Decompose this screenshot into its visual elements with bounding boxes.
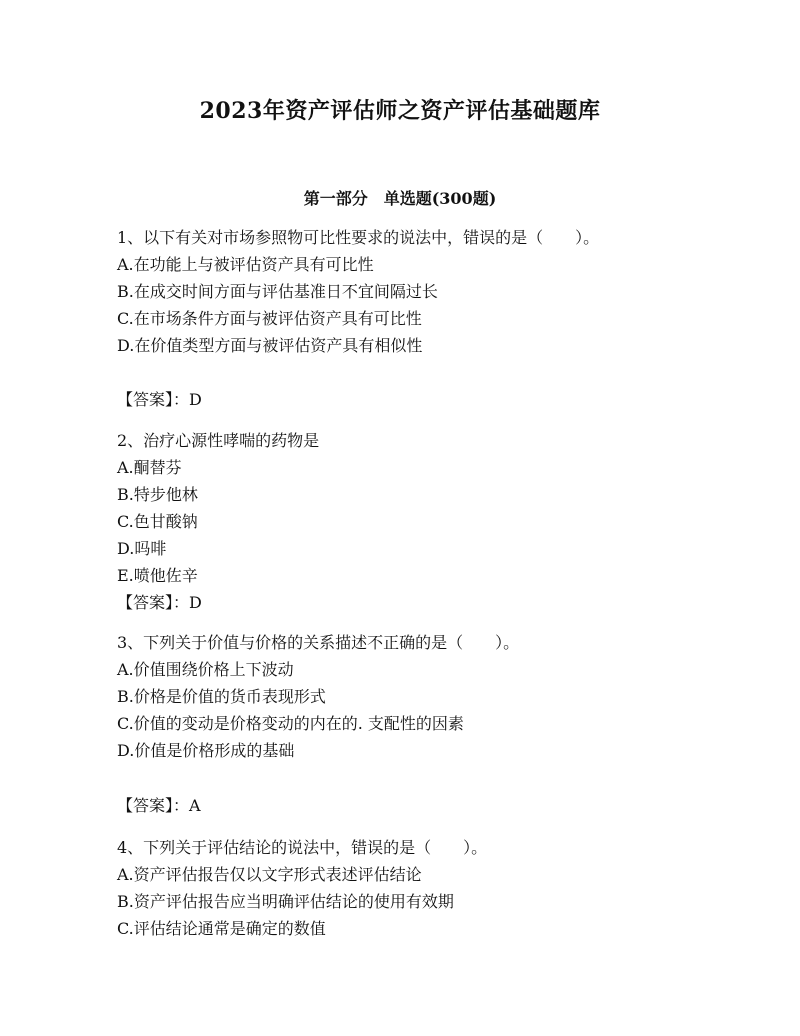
question-2-stem: 2、治疗心源性哮喘的药物是	[117, 431, 320, 450]
question-2-option-a: A.酮替芬	[117, 458, 182, 477]
question-4-option-c: C.评估结论通常是确定的数值	[117, 919, 326, 938]
document-title: 2023年资产评估师之资产评估基础题库	[199, 98, 601, 124]
question-1-option-c: C.在市场条件方面与被评估资产具有可比性	[117, 309, 422, 328]
question-2-option-e: E.喷他佐辛	[117, 566, 198, 585]
question-4-option-b: B.资产评估报告应当明确评估结论的使用有效期	[117, 892, 454, 911]
question-3-option-c: C.价值的变动是价格变动的内在的. 支配性的因素	[117, 714, 464, 733]
question-3-option-b: B.价格是价值的货币表现形式	[117, 687, 326, 706]
question-3-answer: 【答案】：A	[117, 796, 201, 815]
question-1-option-a: A.在功能上与被评估资产具有可比性	[117, 255, 374, 274]
question-1-option-b: B.在成交时间方面与评估基准日不宜间隔过长	[117, 282, 438, 301]
section-heading: 第一部分 单选题(300题)	[303, 189, 497, 208]
question-2-option-b: B.特步他林	[117, 485, 198, 504]
question-3-option-a: A.价值围绕价格上下波动	[117, 660, 294, 679]
question-4-option-a: A.资产评估报告仅以文字形式表述评估结论	[117, 865, 422, 884]
question-2-option-d: D.吗啡	[117, 539, 167, 558]
question-1-stem: 1、以下有关对市场参照物可比性要求的说法中，错误的是（ ）。	[117, 228, 600, 247]
question-3-stem: 3、下列关于价值与价格的关系描述不正确的是（ ）。	[117, 633, 520, 652]
question-2-answer: 【答案】：D	[117, 593, 202, 612]
question-1-option-d: D.在价值类型方面与被评估资产具有相似性	[117, 336, 423, 355]
question-3-option-d: D.价值是价格形成的基础	[117, 741, 295, 760]
question-4-stem: 4、下列关于评估结论的说法中，错误的是（ ）。	[117, 838, 488, 857]
question-2-option-c: C.色甘酸钠	[117, 512, 198, 531]
question-1-answer: 【答案】：D	[117, 390, 202, 409]
